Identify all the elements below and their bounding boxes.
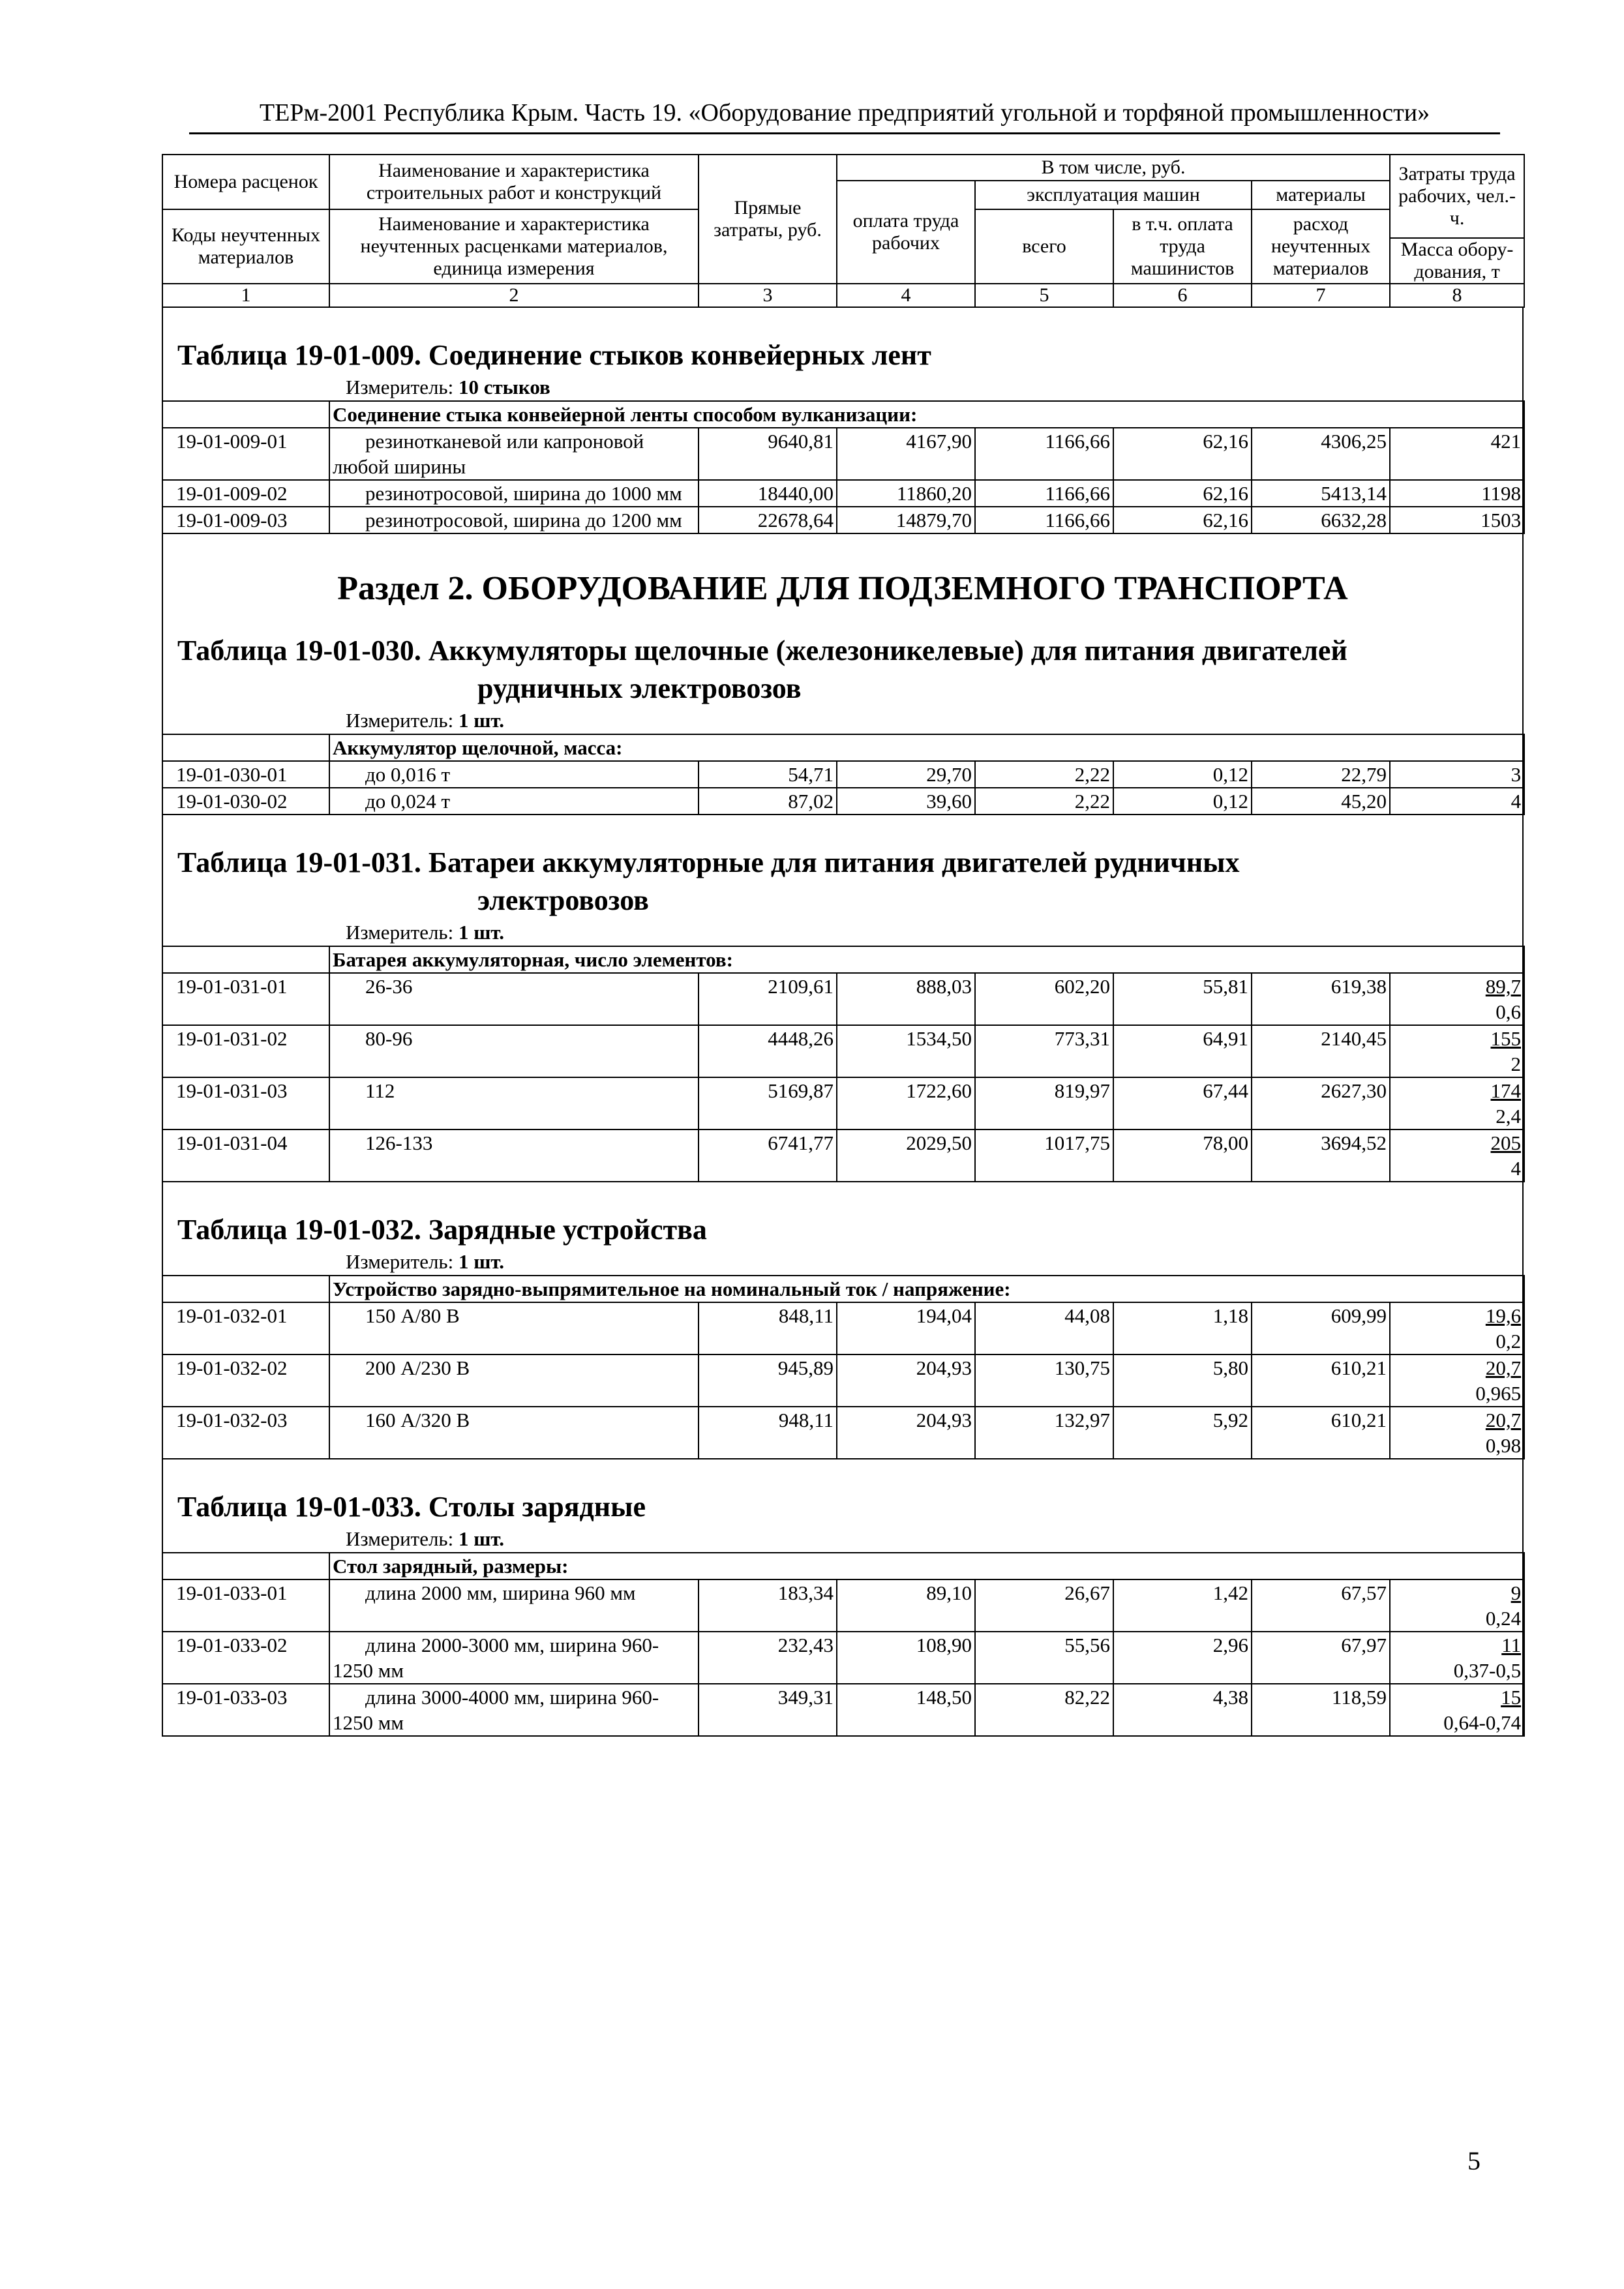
group-code-cell <box>162 946 329 973</box>
machine-total: 1166,66 <box>975 480 1113 507</box>
equipment-mass: 0,24 <box>1485 1607 1522 1630</box>
rate-code: 19-01-031-03 <box>162 1077 329 1130</box>
labor-costs: 9 <box>1511 1581 1522 1604</box>
direct-costs: 4448,26 <box>699 1025 837 1077</box>
worker-pay: 108,90 <box>837 1632 975 1684</box>
rate-code: 19-01-031-01 <box>162 973 329 1025</box>
measure-label: Измеритель: <box>346 921 454 944</box>
rate-code: 19-01-031-02 <box>162 1025 329 1077</box>
table-block <box>162 1182 1524 1459</box>
materials-cost: 610,21 <box>1252 1354 1390 1407</box>
table-title-line1: Таблица 19-01-033. Столы зарядные <box>177 1491 646 1523</box>
labor-costs: 421 <box>1490 430 1522 453</box>
group-heading: Соединение стыка конвейерной ленты способом вулканизации: <box>329 401 1524 428</box>
labor-and-mass <box>1390 973 1524 1025</box>
rate-name: длина 2000 мм, ширина 960 мм <box>329 1579 699 1632</box>
measure-unit <box>163 708 1522 734</box>
table-title-line1: Таблица 19-01-009. Соединение стыков конвейерных лент <box>177 339 931 371</box>
labor-costs: 1198 <box>1481 482 1522 505</box>
column-header-table <box>162 154 1525 308</box>
materials-cost: 5413,14 <box>1252 480 1390 507</box>
direct-costs: 5169,87 <box>699 1077 837 1130</box>
operator-pay: 1,18 <box>1113 1302 1252 1354</box>
worker-pay: 1722,60 <box>837 1077 975 1130</box>
rate-code: 19-01-033-03 <box>162 1684 329 1736</box>
table-row <box>162 761 1524 788</box>
labor-and-mass <box>1390 1077 1524 1130</box>
equipment-mass: 0,98 <box>1485 1434 1522 1457</box>
rate-code: 19-01-030-01 <box>162 761 329 788</box>
header-including: В том числе, руб. <box>837 155 1390 181</box>
table-title-line1: Таблица 19-01-030. Аккумуляторы щелочные (железоникелевые) для питания двигателей <box>177 635 1347 666</box>
measure-value: 1 шт. <box>458 921 505 944</box>
machine-total: 1017,75 <box>975 1130 1113 1182</box>
table-row <box>162 1130 1524 1182</box>
materials-cost: 45,20 <box>1252 788 1390 815</box>
materials-cost: 22,79 <box>1252 761 1390 788</box>
table-block <box>162 308 1524 534</box>
machine-total: 773,31 <box>975 1025 1113 1077</box>
operator-pay: 0,12 <box>1113 761 1252 788</box>
group-heading: Батарея аккумуляторная, число элементов: <box>329 946 1524 973</box>
header-direct-costs: Прямые затраты, руб. <box>699 155 837 284</box>
table-title <box>163 1488 1522 1526</box>
header-rule <box>189 132 1500 134</box>
column-number: 7 <box>1252 284 1390 307</box>
rate-code: 19-01-009-02 <box>162 480 329 507</box>
machine-total: 1166,66 <box>975 507 1113 533</box>
direct-costs: 6741,77 <box>699 1130 837 1182</box>
labor-costs: 174 <box>1490 1079 1521 1102</box>
rate-table <box>162 946 1525 1182</box>
rate-name: 126-133 <box>329 1130 699 1182</box>
direct-costs: 948,11 <box>699 1407 837 1459</box>
equipment-mass: 2 <box>1511 1053 1521 1075</box>
table-row <box>162 1077 1524 1130</box>
header-machine-total: всего <box>975 209 1113 284</box>
labor-costs: 11 <box>1501 1634 1522 1656</box>
operator-pay: 0,12 <box>1113 788 1252 815</box>
worker-pay: 39,60 <box>837 788 975 815</box>
worker-pay: 89,10 <box>837 1579 975 1632</box>
direct-costs: 848,11 <box>699 1302 837 1354</box>
rate-name: длина 3000-4000 мм, ширина 960-1250 мм <box>329 1684 699 1736</box>
rate-tables <box>162 308 1524 1737</box>
spacer <box>163 1182 1522 1211</box>
header-operator-pay: в т.ч. оплата труда машинистов <box>1113 209 1252 284</box>
operator-pay: 64,91 <box>1113 1025 1252 1077</box>
table-row <box>162 1632 1524 1684</box>
rate-code: 19-01-031-04 <box>162 1130 329 1182</box>
direct-costs: 54,71 <box>699 761 837 788</box>
table-row <box>162 507 1524 533</box>
rate-table <box>162 734 1525 815</box>
direct-costs: 18440,00 <box>699 480 837 507</box>
header-unaccounted-materials: расход неучтенных материалов <box>1252 209 1390 284</box>
equipment-mass: 0,965 <box>1475 1382 1522 1405</box>
worker-pay: 204,93 <box>837 1407 975 1459</box>
rate-code: 19-01-009-03 <box>162 507 329 533</box>
table-row <box>162 1684 1524 1736</box>
spacer <box>163 815 1522 844</box>
rate-name: длина 2000-3000 мм, ширина 960-1250 мм <box>329 1632 699 1684</box>
labor-and-mass <box>1390 1684 1524 1736</box>
labor-and-mass <box>1390 1579 1524 1632</box>
page-number: 5 <box>1467 2146 1481 2176</box>
rate-table <box>162 1552 1525 1737</box>
group-code-cell <box>162 734 329 761</box>
column-number: 4 <box>837 284 975 307</box>
labor-and-mass <box>1390 1632 1524 1684</box>
labor-and-mass <box>1390 1354 1524 1407</box>
group-heading: Стол зарядный, размеры: <box>329 1553 1524 1579</box>
worker-pay: 888,03 <box>837 973 975 1025</box>
labor-and-mass <box>1390 1025 1524 1077</box>
header-material-names: Наименование и характеристика неучтенных расценками материалов, единица измерения <box>329 209 699 284</box>
labor-costs: 19,6 <box>1485 1304 1522 1327</box>
rate-name: 150 А/80 В <box>329 1302 699 1354</box>
machine-total: 130,75 <box>975 1354 1113 1407</box>
column-numbers-row <box>162 284 1524 307</box>
column-number: 5 <box>975 284 1113 307</box>
equipment-mass: 2,4 <box>1496 1105 1521 1128</box>
machine-total: 132,97 <box>975 1407 1113 1459</box>
equipment-mass: 0,2 <box>1496 1330 1522 1353</box>
rate-name: 160 А/320 В <box>329 1407 699 1459</box>
group-code-cell <box>162 401 329 428</box>
materials-cost: 3694,52 <box>1252 1130 1390 1182</box>
rate-code: 19-01-032-02 <box>162 1354 329 1407</box>
worker-pay: 14879,70 <box>837 507 975 533</box>
header-labor-costs: Затраты труда рабочих, чел.-ч. <box>1390 155 1524 238</box>
spacer <box>163 308 1522 337</box>
header-work-name: Наименование и характеристика строительных работ и конструкций <box>329 155 699 209</box>
materials-cost: 118,59 <box>1252 1684 1390 1736</box>
measure-value: 1 шт. <box>458 709 505 732</box>
table-title-line2: электровозов <box>477 884 649 916</box>
column-number: 3 <box>699 284 837 307</box>
rate-code: 19-01-032-03 <box>162 1407 329 1459</box>
table-title-line1: Таблица 19-01-031. Батареи аккумуляторные для питания двигателей рудничных <box>177 846 1240 878</box>
operator-pay: 62,16 <box>1113 507 1252 533</box>
rate-code: 19-01-009-01 <box>162 428 329 480</box>
materials-cost: 67,97 <box>1252 1632 1390 1684</box>
table-title-line1: Таблица 19-01-032. Зарядные устройства <box>177 1214 707 1246</box>
table-row <box>162 1354 1524 1407</box>
table-row <box>162 428 1524 480</box>
worker-pay: 1534,50 <box>837 1025 975 1077</box>
rate-name: 112 <box>329 1077 699 1130</box>
labor-and-mass <box>1390 480 1524 507</box>
operator-pay: 1,42 <box>1113 1579 1252 1632</box>
machine-total: 82,22 <box>975 1684 1113 1736</box>
header-material-codes: Коды неучтенных материалов <box>162 209 329 284</box>
labor-and-mass <box>1390 1407 1524 1459</box>
labor-costs: 4 <box>1511 790 1522 813</box>
table-block <box>162 1459 1524 1737</box>
machine-total: 55,56 <box>975 1632 1113 1684</box>
measure-value: 1 шт. <box>458 1527 505 1550</box>
equipment-mass: 0,6 <box>1496 1000 1521 1023</box>
operator-pay: 62,16 <box>1113 428 1252 480</box>
header-rate-numbers: Номера расценок <box>162 155 329 209</box>
labor-and-mass <box>1390 761 1524 788</box>
labor-costs: 20,7 <box>1485 1409 1522 1431</box>
equipment-mass: 4 <box>1511 1157 1521 1180</box>
equipment-mass: 0,37-0,5 <box>1453 1659 1522 1682</box>
machine-total: 2,22 <box>975 788 1113 815</box>
table-title-line2: рудничных электровозов <box>477 672 802 704</box>
rate-name: 26-36 <box>329 973 699 1025</box>
materials-cost: 2140,45 <box>1252 1025 1390 1077</box>
document-body <box>162 154 1524 1737</box>
materials-cost: 610,21 <box>1252 1407 1390 1459</box>
operator-pay: 78,00 <box>1113 1130 1252 1182</box>
header-worker-pay: оплата труда рабочих <box>837 181 975 284</box>
rate-name: 80-96 <box>329 1025 699 1077</box>
table-row <box>162 1407 1524 1459</box>
materials-cost: 4306,25 <box>1252 428 1390 480</box>
worker-pay: 148,50 <box>837 1684 975 1736</box>
worker-pay: 194,04 <box>837 1302 975 1354</box>
table-row <box>162 1302 1524 1354</box>
labor-and-mass <box>1390 1302 1524 1354</box>
table-title <box>163 844 1522 920</box>
rate-name: резинотросовой, ширина до 1200 мм <box>329 507 699 533</box>
measure-label: Измеритель: <box>346 1527 454 1550</box>
header-equipment-mass: Масса обору-дования, т <box>1390 238 1524 284</box>
page-header: ТЕРм-2001 Республика Крым. Часть 19. «Оборудование предприятий угольной и торфяной промышленности» <box>259 99 1430 127</box>
machine-total: 819,97 <box>975 1077 1113 1130</box>
measure-unit <box>163 374 1522 400</box>
measure-unit <box>163 920 1522 946</box>
table-row <box>162 1025 1524 1077</box>
labor-and-mass <box>1390 428 1524 480</box>
rate-code: 19-01-033-02 <box>162 1632 329 1684</box>
measure-label: Измеритель: <box>346 709 454 732</box>
table-block <box>162 815 1524 1182</box>
direct-costs: 183,34 <box>699 1579 837 1632</box>
column-number: 8 <box>1390 284 1524 307</box>
worker-pay: 204,93 <box>837 1354 975 1407</box>
labor-and-mass <box>1390 788 1524 815</box>
direct-costs: 87,02 <box>699 788 837 815</box>
measure-unit <box>163 1249 1522 1275</box>
worker-pay: 11860,20 <box>837 480 975 507</box>
materials-cost: 619,38 <box>1252 973 1390 1025</box>
labor-costs: 89,7 <box>1485 975 1521 998</box>
rate-name: до 0,024 т <box>329 788 699 815</box>
column-number: 6 <box>1113 284 1252 307</box>
direct-costs: 945,89 <box>699 1354 837 1407</box>
worker-pay: 4167,90 <box>837 428 975 480</box>
labor-costs: 20,7 <box>1485 1356 1522 1379</box>
rate-name: резинотканевой или капроновой любой ширины <box>329 428 699 480</box>
section-title: Раздел 2. ОБОРУДОВАНИЕ ДЛЯ ПОДЗЕМНОГО ТРАНСПОРТА <box>337 570 1348 607</box>
operator-pay: 5,92 <box>1113 1407 1252 1459</box>
group-heading: Устройство зарядно-выпрямительное на номинальный ток / напряжение: <box>329 1276 1524 1302</box>
measure-value: 10 стыков <box>458 376 550 398</box>
rate-table <box>162 400 1525 534</box>
group-code-cell <box>162 1553 329 1579</box>
table-title <box>163 1211 1522 1249</box>
table-title <box>163 632 1522 708</box>
rate-code: 19-01-033-01 <box>162 1579 329 1632</box>
equipment-mass: 0,64-0,74 <box>1443 1711 1522 1734</box>
operator-pay: 55,81 <box>1113 973 1252 1025</box>
rate-name: до 0,016 т <box>329 761 699 788</box>
column-number: 2 <box>329 284 699 307</box>
operator-pay: 2,96 <box>1113 1632 1252 1684</box>
rate-code: 19-01-032-01 <box>162 1302 329 1354</box>
spacer <box>163 1459 1522 1488</box>
machine-total: 2,22 <box>975 761 1113 788</box>
measure-label: Измеритель: <box>346 1250 454 1273</box>
header-machine-operation: эксплуатация машин <box>975 181 1252 209</box>
labor-costs: 155 <box>1490 1027 1521 1050</box>
table-row <box>162 973 1524 1025</box>
machine-total: 1166,66 <box>975 428 1113 480</box>
header-materials: материалы <box>1252 181 1390 209</box>
rate-table <box>162 1275 1525 1459</box>
labor-and-mass <box>1390 507 1524 533</box>
table-title <box>163 337 1522 374</box>
machine-total: 44,08 <box>975 1302 1113 1354</box>
materials-cost: 2627,30 <box>1252 1077 1390 1130</box>
direct-costs: 22678,64 <box>699 507 837 533</box>
table-block <box>162 534 1524 815</box>
measure-value: 1 шт. <box>458 1250 505 1273</box>
rate-name: 200 А/230 В <box>329 1354 699 1407</box>
direct-costs: 2109,61 <box>699 973 837 1025</box>
direct-costs: 9640,81 <box>699 428 837 480</box>
rate-code: 19-01-030-02 <box>162 788 329 815</box>
column-number: 1 <box>162 284 329 307</box>
materials-cost: 6632,28 <box>1252 507 1390 533</box>
machine-total: 26,67 <box>975 1579 1113 1632</box>
measure-unit <box>163 1526 1522 1552</box>
group-heading: Аккумулятор щелочной, масса: <box>329 734 1524 761</box>
labor-and-mass <box>1390 1130 1524 1182</box>
operator-pay: 67,44 <box>1113 1077 1252 1130</box>
operator-pay: 4,38 <box>1113 1684 1252 1736</box>
materials-cost: 67,57 <box>1252 1579 1390 1632</box>
table-row <box>162 480 1524 507</box>
table-row <box>162 788 1524 815</box>
rate-name: резинотросовой, ширина до 1000 мм <box>329 480 699 507</box>
operator-pay: 62,16 <box>1113 480 1252 507</box>
labor-costs: 205 <box>1490 1131 1521 1154</box>
direct-costs: 349,31 <box>699 1684 837 1736</box>
materials-cost: 609,99 <box>1252 1302 1390 1354</box>
worker-pay: 2029,50 <box>837 1130 975 1182</box>
group-code-cell <box>162 1276 329 1302</box>
labor-costs: 1503 <box>1481 509 1522 531</box>
labor-costs: 3 <box>1511 763 1522 786</box>
operator-pay: 5,80 <box>1113 1354 1252 1407</box>
direct-costs: 232,43 <box>699 1632 837 1684</box>
labor-costs: 15 <box>1501 1686 1522 1709</box>
machine-total: 602,20 <box>975 973 1113 1025</box>
worker-pay: 29,70 <box>837 761 975 788</box>
measure-label: Измеритель: <box>346 376 454 398</box>
table-row <box>162 1579 1524 1632</box>
